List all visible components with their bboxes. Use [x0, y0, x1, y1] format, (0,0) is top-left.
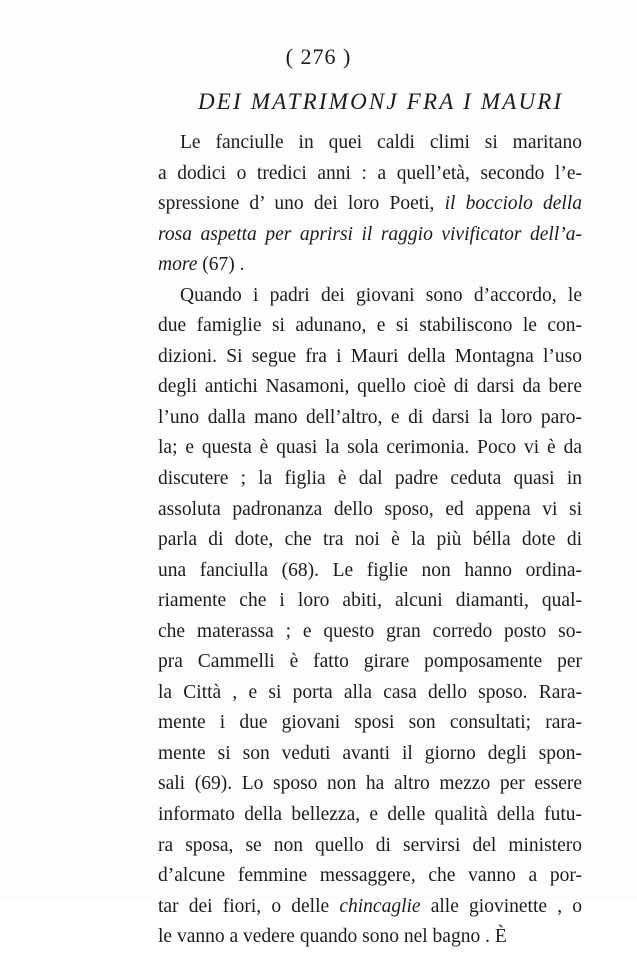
text-segment: degli antichi Nasamoni, quello cioè di darsi da bere [158, 376, 582, 398]
text-line [158, 861, 582, 892]
text-line [158, 495, 582, 526]
text-line [158, 769, 582, 800]
text-segment: due famiglie si adunano, e si stabiliscono le con- [158, 315, 582, 337]
text-line [158, 189, 582, 220]
text-segment: discutere ; la figlia è dal padre ceduta quasi in [158, 468, 582, 490]
text-line [158, 433, 582, 464]
italic-text: il bocciolo della [444, 193, 582, 215]
text-line [158, 586, 582, 617]
text-line [158, 281, 582, 312]
text-segment: d’alcune femmine messaggere, che vanno a por- [158, 865, 582, 887]
text-line [158, 556, 582, 587]
text-segment: pra Cammelli è fatto girare pomposamente per [158, 651, 582, 673]
text-segment: assoluta padronanza dello sposo, ed appena vi si [158, 498, 582, 520]
italic-text: more [158, 254, 198, 276]
text-segment: mente i due giovani sposi son consultati; rara- [158, 712, 582, 734]
italic-text: rosa aspetta per aprirsi il raggio vivificator dell’a- [158, 223, 582, 245]
text-segment: ra sposa, se non quello di servirsi del ministero [158, 834, 582, 856]
text-segment: Quando i padri dei giovani sono d’accordo, le [180, 284, 582, 306]
text-line [158, 159, 582, 190]
text-line [158, 647, 582, 678]
text-segment: la Città , e si porta alla casa dello sposo. Rara- [158, 681, 582, 703]
text-segment: informato della bellezza, e delle qualità della futu- [158, 804, 582, 826]
text-line [158, 250, 582, 281]
page-number: ( 276 ) [285, 44, 352, 69]
text-line [158, 311, 582, 342]
body-text [158, 128, 582, 953]
text-line [158, 800, 582, 831]
text-segment: le vanno a vedere quando sono nel bagno . È [158, 926, 507, 948]
text-segment: riamente che i loro abiti, alcuni diamanti, qual- [158, 590, 582, 612]
chapter-title: DEI MATRIMONJ FRA I MAURI [198, 89, 564, 114]
text-segment: Le fanciulle in quei caldi climi si maritano [180, 132, 582, 153]
text-line [158, 708, 582, 739]
text-segment: spressione d’ uno dei loro Poeti, [158, 193, 445, 215]
paragraph [158, 281, 582, 953]
text-line [158, 739, 582, 770]
text-segment: alle giovinette , o [420, 895, 582, 917]
text-segment: a dodici o tredici anni : a quell’età, secondo l’e- [158, 162, 582, 184]
text-segment: una fanciulla (68). Le figlie non hanno ordina- [158, 559, 582, 581]
text-segment: tar dei fiori, o delle [158, 895, 340, 917]
paragraph [158, 128, 582, 281]
text-line [158, 220, 582, 251]
text-segment: dizioni. Si segue fra i Mauri della Montagna l’uso [158, 345, 582, 367]
text-line [158, 342, 582, 373]
text-line [158, 372, 582, 403]
text-segment: (67) . [197, 254, 245, 276]
text-line [158, 128, 582, 159]
text-line [158, 678, 582, 709]
text-segment: che materassa ; e questo gran corredo posto so- [158, 620, 582, 642]
text-line [158, 892, 582, 923]
text-line [158, 617, 582, 648]
text-line [158, 464, 582, 495]
text-segment: la; e questa è quasi la sola cerimonia. Poco vi è da [158, 437, 582, 459]
italic-text: chincaglie [339, 895, 421, 917]
text-segment: sali (69). Lo sposo non ha altro mezzo per essere [158, 773, 582, 795]
text-line [158, 831, 582, 862]
text-line [158, 525, 582, 556]
text-segment: l’uno dalla mano dell’altro, e di darsi la loro paro- [158, 406, 582, 428]
text-segment: parla di dote, che tra noi è la più bélla dote di [158, 529, 582, 551]
text-line [158, 403, 582, 434]
text-line [158, 922, 582, 953]
text-segment: mente si son veduti avanti il giorno degli spon- [158, 742, 582, 764]
